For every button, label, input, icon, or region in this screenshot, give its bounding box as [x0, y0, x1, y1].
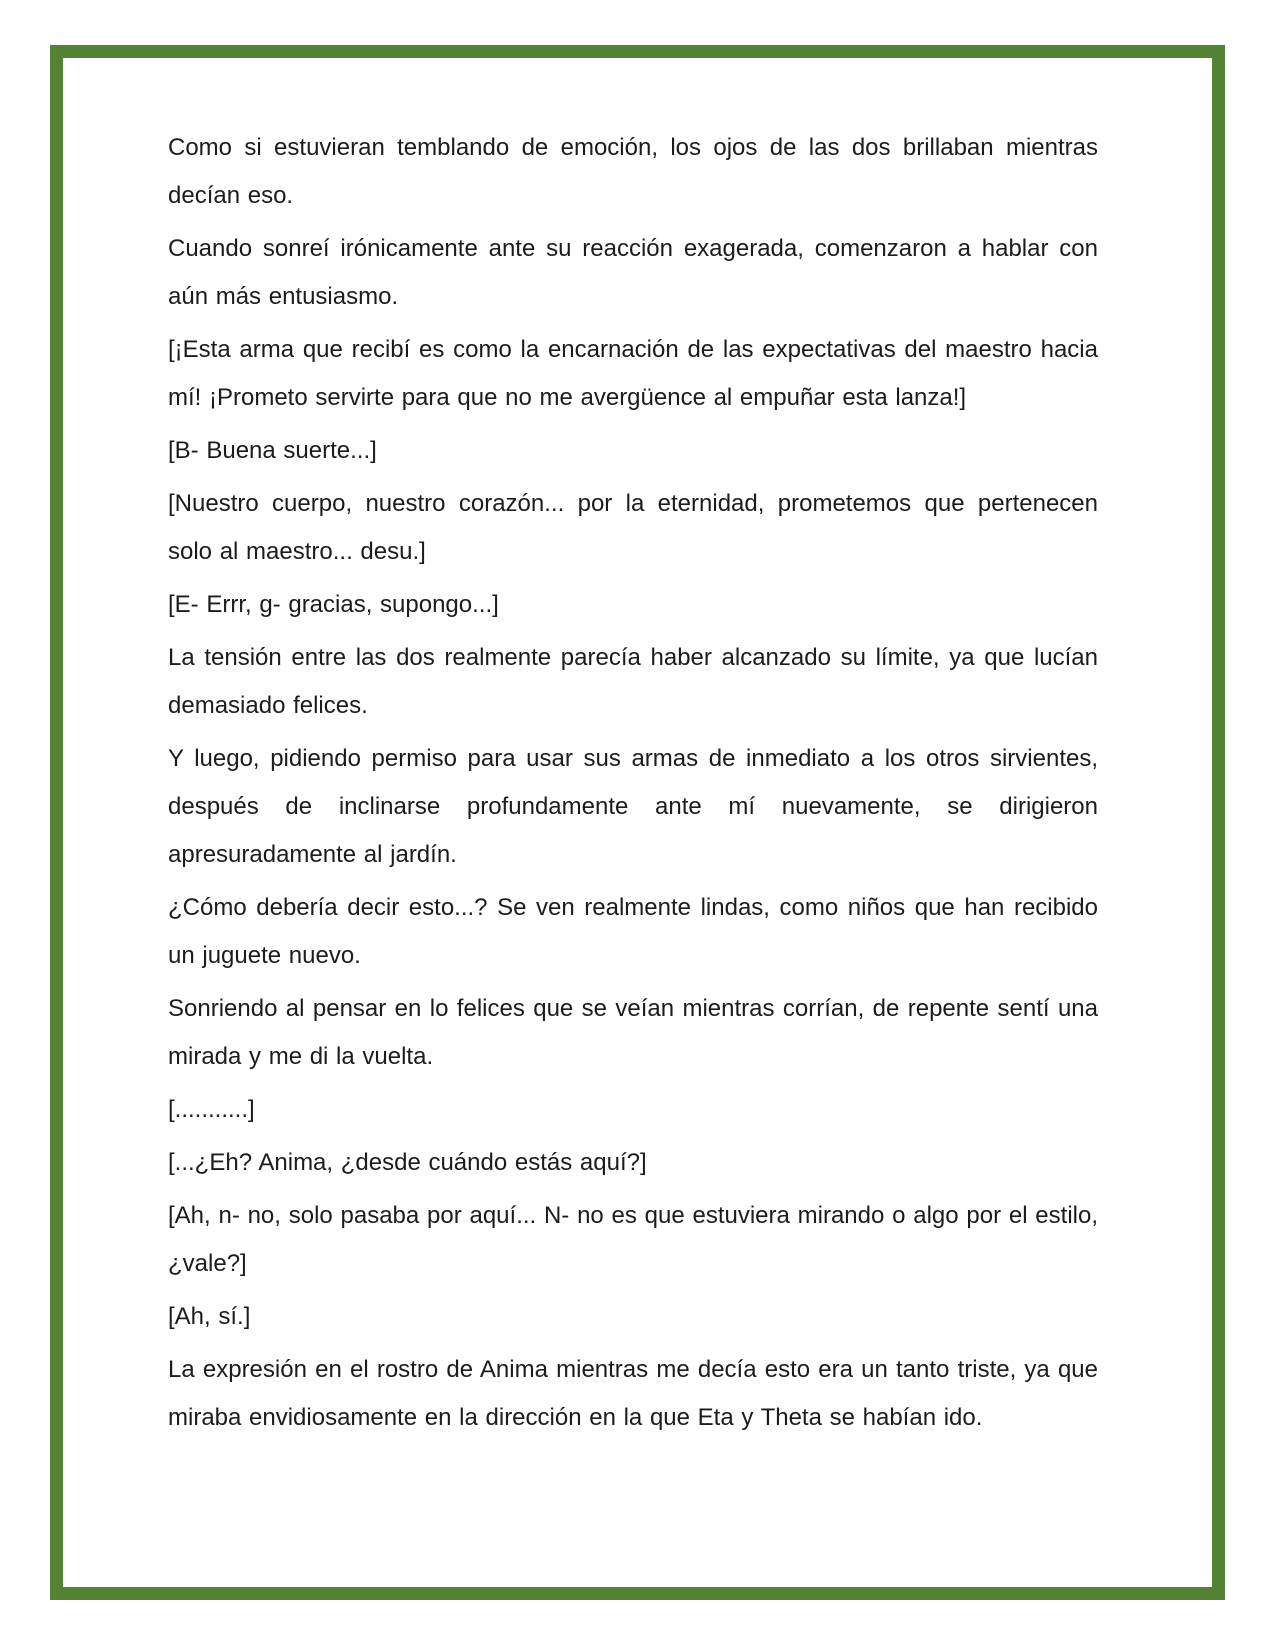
paragraph: Y luego, pidiendo permiso para usar sus armas de inmediato a los otros sirvientes, después de inclinarse profundamente ante mí nuevamente, se dirigieron apresuradamente al jardín. — [168, 745, 1098, 868]
paragraph: [Ah, n- no, solo pasaba por aquí... N- no es que estuviera mirando o algo por el estilo, ¿vale?] — [168, 1202, 1098, 1277]
paragraph: [...........] — [168, 1096, 255, 1123]
paragraph: [E- Errr, g- gracias, supongo...] — [168, 591, 499, 618]
paragraph: [Nuestro cuerpo, nuestro corazón... por la eternidad, prometemos que pertenecen solo al maestro... desu.] — [168, 490, 1098, 565]
page-frame — [50, 45, 1225, 1600]
paragraph: [...¿Eh? Anima, ¿desde cuándo estás aquí?] — [168, 1149, 647, 1176]
paragraph: Cuando sonreí irónicamente ante su reacción exagerada, comenzaron a hablar con aún más entusiasmo. — [168, 235, 1098, 310]
paragraph: [¡Esta arma que recibí es como la encarnación de las expectativas del maestro hacia mí! ¡Prometo servirte para que no me avergüence al empuñar esta lanza!] — [168, 336, 1098, 411]
page-content — [63, 58, 1212, 1487]
paragraph: Sonriendo al pensar en lo felices que se veían mientras corrían, de repente sentí una mirada y me di la vuelta. — [168, 995, 1098, 1070]
paragraph: [B- Buena suerte...] — [168, 437, 377, 464]
paragraph: La expresión en el rostro de Anima mientras me decía esto era un tanto triste, ya que miraba envidiosamente en la dirección en la que Eta y Theta se habían ido. — [168, 1356, 1098, 1431]
paragraph: [Ah, sí.] — [168, 1303, 251, 1330]
paragraph: ¿Cómo debería decir esto...? Se ven realmente lindas, como niños que han recibido un juguete nuevo. — [168, 894, 1098, 969]
paragraph: La tensión entre las dos realmente parecía haber alcanzado su límite, ya que lucían demasiado felices. — [168, 644, 1098, 719]
paragraph: Como si estuvieran temblando de emoción, los ojos de las dos brillaban mientras decían eso. — [168, 134, 1098, 209]
